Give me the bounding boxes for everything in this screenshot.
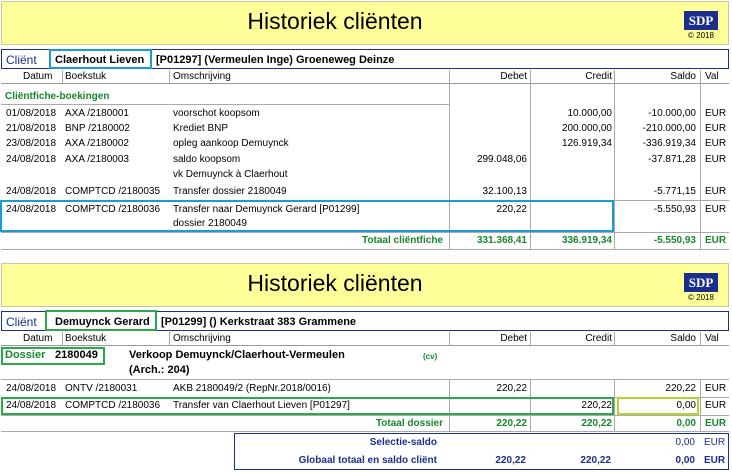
row-credit: 200.000,00: [561, 123, 612, 134]
row-desc: voorschot koopsom: [173, 108, 260, 119]
table-row[interactable]: [1, 107, 729, 122]
row-val: EUR: [705, 400, 727, 411]
total-val: EUR: [705, 418, 727, 429]
row-val: EUR: [705, 108, 727, 119]
table-header: [1, 332, 729, 346]
col-datum: Datum: [23, 71, 53, 82]
sdp-logo: [684, 273, 718, 302]
highlight-dossier: [1, 347, 105, 365]
row-doc: COMPTCD /2180036: [65, 400, 161, 411]
row-date: 21/08/2018: [6, 123, 57, 134]
highlight-client-name: [49, 49, 152, 69]
selectie-row: [234, 436, 729, 450]
row-val: EUR: [705, 186, 727, 197]
selectie-val: EUR: [704, 437, 726, 448]
selectie-label: Selectie-saldo: [369, 437, 437, 448]
highlight-saldo: [617, 397, 699, 415]
title-bar: [1, 263, 729, 307]
client-details: [P01299] () Kerkstraat 383 Grammene: [161, 316, 357, 328]
client-label: Cliënt: [6, 315, 37, 329]
globaal-val: EUR: [704, 455, 726, 466]
logo-text: SDP: [684, 273, 718, 292]
col-debet: Debet: [500, 333, 527, 344]
highlight-client-name: [45, 310, 157, 331]
row-doc: AXA /2180001: [65, 108, 129, 119]
row-desc: dossier 2180049: [173, 218, 247, 229]
col-omschrijving: Omschrijving: [173, 71, 231, 82]
col-omschrijving: Omschrijving: [173, 333, 231, 344]
col-credit: Credit: [585, 333, 612, 344]
row-doc: BNP /2180002: [65, 123, 130, 134]
row-credit: 220,22: [581, 400, 612, 411]
client-label: Cliënt: [6, 53, 37, 67]
dossier-title: Verkoop Demuynck/Claerhout-Vermeulen: [129, 349, 345, 361]
row-desc: AKB 2180049/2 (RepNr.2018/0016): [173, 383, 331, 394]
row-saldo: -10.000,00: [648, 108, 696, 119]
row-doc: AXA /2180002: [65, 138, 129, 149]
total-label: Totaal dossier: [375, 418, 443, 429]
row-debet: 220,22: [496, 383, 527, 394]
row-date: 23/08/2018: [6, 138, 57, 149]
row-debet: 32.100,13: [482, 186, 527, 197]
title-bar: [1, 1, 729, 45]
dossier-arch: (Arch.: 204): [129, 364, 190, 376]
col-credit: Credit: [585, 71, 612, 82]
client-name[interactable]: Demuynck Gerard: [55, 316, 150, 328]
table-header: [1, 70, 729, 84]
table-row: [1, 168, 729, 182]
selectie-saldo: 0,00: [675, 437, 695, 448]
page-title: Historiek cliënten: [247, 8, 423, 34]
col-val: Val: [705, 71, 719, 82]
globaal-saldo: 0,00: [675, 455, 695, 466]
row-doc: COMPTCD /2180035: [65, 186, 161, 197]
globaal-debet: 220,22: [495, 455, 526, 466]
table-row[interactable]: [1, 122, 729, 137]
col-boekstuk: Boekstuk: [65, 71, 107, 82]
row-saldo: -5.550,93: [653, 204, 696, 215]
row-val: EUR: [705, 154, 727, 165]
row-desc: Transfer van Claerhout Lieven [P01297]: [173, 400, 350, 411]
total-saldo: -5.550,93: [653, 235, 696, 246]
row-doc: COMPTCD /2180036: [65, 204, 161, 215]
row-val: EUR: [705, 383, 727, 394]
globaal-row: [234, 454, 729, 468]
row-saldo: -210.000,00: [642, 123, 696, 134]
dossier-tag: (cv): [423, 352, 438, 361]
table-row[interactable]: [1, 382, 729, 397]
globaal-credit: 220,22: [580, 455, 611, 466]
client-details: [P01297] (Vermeulen Inge) Groeneweg Deinze: [156, 54, 395, 66]
total-credit: 336.919,34: [561, 235, 612, 246]
row-debet: 299.048,06: [476, 154, 527, 165]
row-desc: Transfer dossier 2180049: [173, 186, 287, 197]
row-desc: opleg aankoop Demuynck: [173, 138, 289, 149]
sdp-logo: [684, 11, 718, 40]
row-debet: 220,22: [496, 204, 527, 215]
client-name[interactable]: Claerhout Lieven: [55, 54, 145, 66]
dossier-label: Dossier: [5, 349, 46, 361]
row-desc: vk Demuynck à Claerhout: [173, 169, 288, 180]
row-doc: AXA /2180003: [65, 154, 129, 165]
total-saldo: 0,00: [676, 418, 696, 429]
row-saldo: -336.919,34: [642, 138, 696, 149]
total-row: [1, 234, 729, 248]
dossier-number: 2180049: [55, 349, 98, 361]
row-date: 24/08/2018: [6, 154, 57, 165]
table-row[interactable]: [1, 137, 729, 152]
row-saldo: -5.771,15: [653, 186, 696, 197]
row-desc: Krediet BNP: [173, 123, 229, 134]
row-desc: saldo koopsom: [173, 154, 241, 165]
section-title: Cliëntfiche-boekingen: [5, 91, 110, 102]
row-date: 24/08/2018: [6, 186, 57, 197]
col-val: Val: [705, 333, 719, 344]
row-saldo: 0,00: [676, 400, 696, 411]
row-date: 24/08/2018: [6, 383, 57, 394]
col-datum: Datum: [23, 333, 53, 344]
row-date: 24/08/2018: [6, 400, 57, 411]
table-row[interactable]: [1, 153, 729, 168]
highlight-transfer-row: [1, 397, 614, 415]
total-debet: 331.368,41: [476, 235, 527, 246]
row-val: EUR: [705, 123, 727, 134]
copyright: © 2018: [688, 293, 714, 302]
total-credit: 220,22: [581, 418, 612, 429]
page-title: Historiek cliënten: [247, 270, 423, 296]
row-credit: 10.000,00: [567, 108, 612, 119]
row-date: 24/08/2018: [6, 204, 57, 215]
col-saldo: Saldo: [670, 333, 696, 344]
row-saldo: -37.871,28: [648, 154, 696, 165]
col-debet: Debet: [500, 71, 527, 82]
dossier-header[interactable]: [1, 348, 729, 378]
row-val: EUR: [705, 138, 727, 149]
logo-text: SDP: [684, 11, 718, 30]
col-saldo: Saldo: [670, 71, 696, 82]
row-doc: ONTV /2180031: [65, 383, 138, 394]
total-debet: 220,22: [496, 418, 527, 429]
copyright: © 2018: [688, 31, 714, 40]
table-row[interactable]: [1, 185, 729, 200]
total-dossier-row: [1, 417, 729, 431]
highlight-transfer-row: [0, 200, 614, 232]
row-credit: 126.919,34: [561, 138, 612, 149]
row-date: 01/08/2018: [6, 108, 57, 119]
row-saldo: 220,22: [665, 383, 696, 394]
col-boekstuk: Boekstuk: [65, 333, 107, 344]
total-val: EUR: [705, 235, 727, 246]
globaal-label: Globaal totaal en saldo cliënt: [298, 455, 437, 466]
total-label: Totaal cliëntfiche: [362, 235, 443, 246]
row-val: EUR: [705, 204, 727, 215]
row-desc: Transfer naar Demuynck Gerard [P01299]: [173, 204, 360, 215]
